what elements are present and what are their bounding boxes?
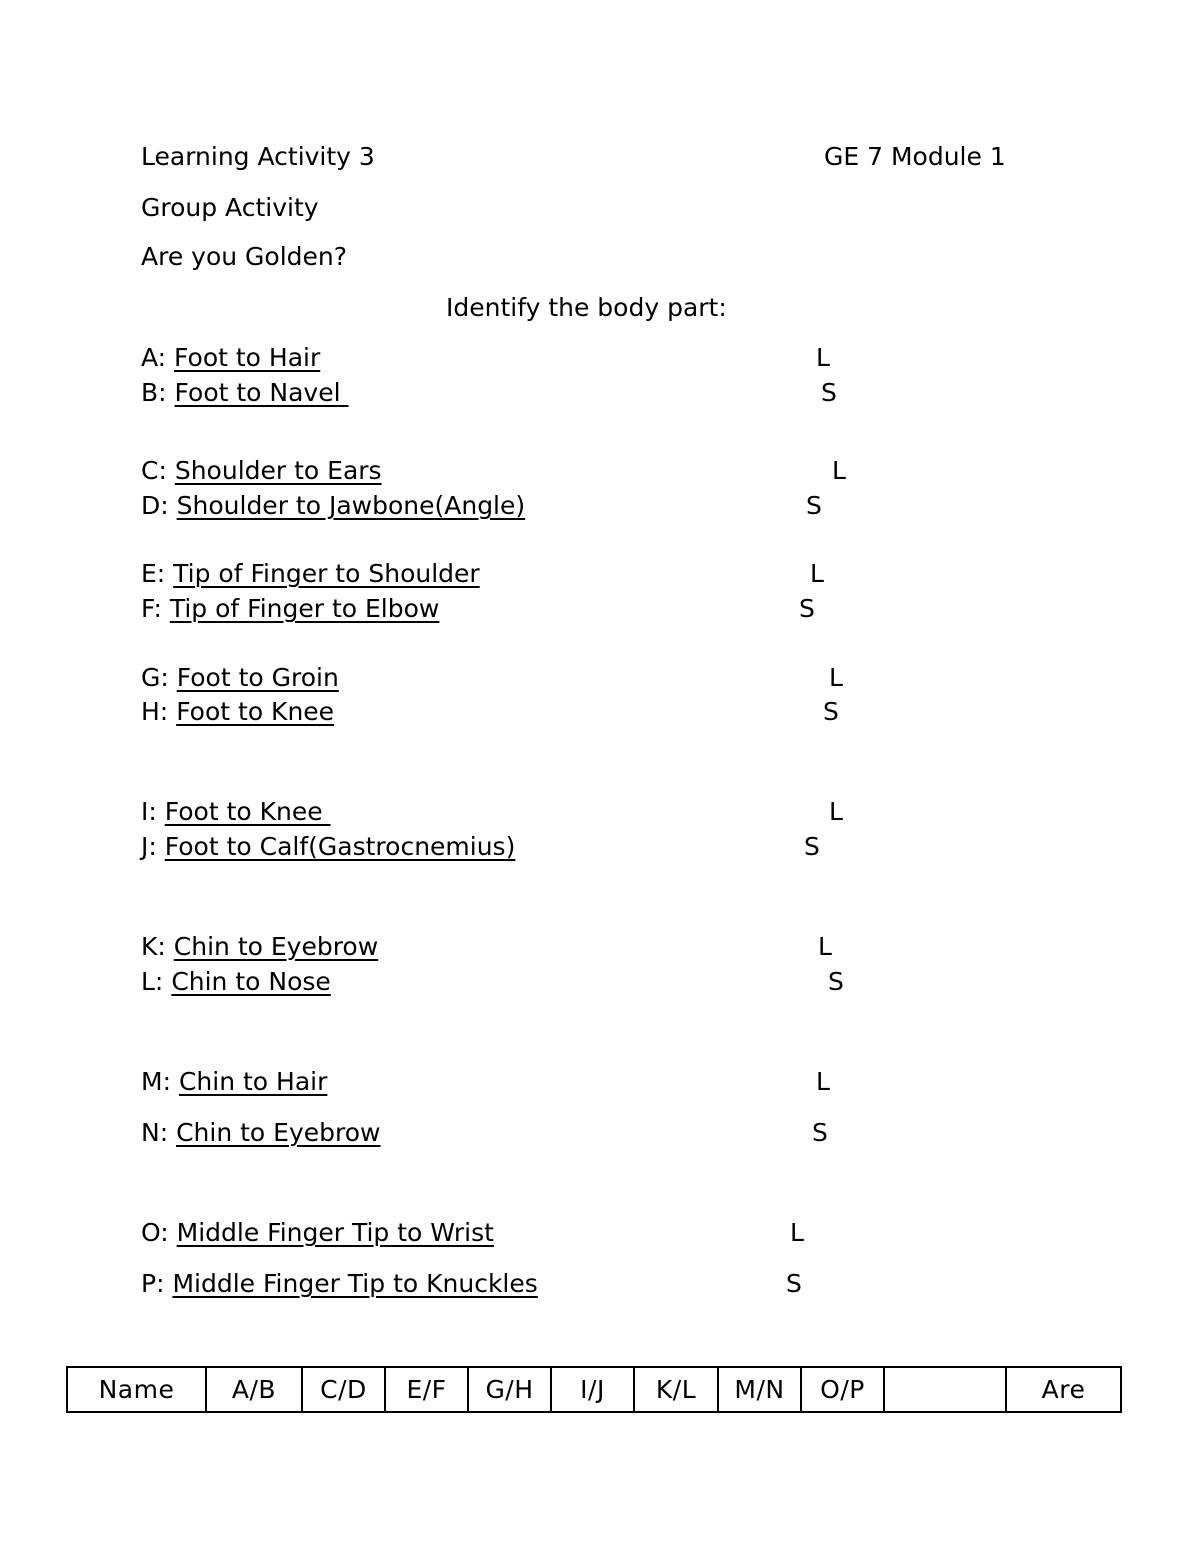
item-a bbox=[141, 343, 320, 373]
item-text: Foot to Knee bbox=[164, 797, 331, 826]
item-k bbox=[141, 932, 378, 962]
table-header-cell: E/F bbox=[385, 1367, 468, 1412]
item-mark: L bbox=[832, 456, 846, 485]
item-label: F: bbox=[141, 594, 162, 623]
item-label: B: bbox=[141, 378, 167, 407]
item-b bbox=[141, 378, 349, 408]
item-mark: L bbox=[790, 1218, 804, 1247]
item-text: Shoulder to Ears bbox=[174, 456, 382, 485]
question-title: Are you Golden? bbox=[141, 242, 348, 271]
item-text: Shoulder to Jawbone(Angle) bbox=[176, 491, 526, 520]
item-n bbox=[141, 1118, 380, 1148]
item-mark: S bbox=[823, 697, 839, 726]
item-text: Foot to Groin bbox=[176, 663, 339, 692]
module-title: GE 7 Module 1 bbox=[824, 142, 1006, 171]
item-o bbox=[141, 1218, 494, 1248]
score-table bbox=[66, 1366, 1122, 1413]
item-text: Chin to Nose bbox=[171, 967, 331, 996]
table-header-row bbox=[67, 1367, 1121, 1412]
item-label: A: bbox=[141, 343, 167, 372]
item-mark: L bbox=[818, 932, 832, 961]
item-m bbox=[141, 1067, 327, 1097]
item-mark: S bbox=[806, 491, 822, 520]
item-mark: L bbox=[829, 663, 843, 692]
table-header-cell: I/J bbox=[551, 1367, 634, 1412]
item-g bbox=[141, 663, 339, 693]
table-header-cell: A/B bbox=[206, 1367, 302, 1412]
item-mark: S bbox=[804, 832, 820, 861]
item-mark: S bbox=[828, 967, 844, 996]
item-mark: S bbox=[799, 594, 815, 623]
group-label: Group Activity bbox=[141, 193, 319, 222]
item-text: Foot to Hair bbox=[174, 343, 321, 372]
item-label: N: bbox=[141, 1118, 169, 1147]
item-label: H: bbox=[141, 697, 169, 726]
item-h bbox=[141, 697, 334, 727]
table-header-cell: O/P bbox=[801, 1367, 884, 1412]
item-mark: S bbox=[812, 1118, 828, 1147]
item-mark: S bbox=[786, 1269, 802, 1298]
item-text: Middle Finger Tip to Wrist bbox=[176, 1218, 494, 1247]
item-text: Middle Finger Tip to Knuckles bbox=[172, 1269, 538, 1298]
table-header-cell: Name bbox=[67, 1367, 206, 1412]
table-header-cell: K/L bbox=[634, 1367, 718, 1412]
item-mark: L bbox=[816, 1067, 830, 1096]
item-l bbox=[141, 967, 331, 997]
item-text: Tip of Finger to Shoulder bbox=[173, 559, 480, 588]
activity-title: Learning Activity 3 bbox=[141, 142, 375, 171]
item-f bbox=[141, 594, 439, 624]
item-mark: L bbox=[829, 797, 843, 826]
item-text: Tip of Finger to Elbow bbox=[169, 594, 440, 623]
item-label: O: bbox=[141, 1218, 169, 1247]
table-header-cell: Are bbox=[1006, 1367, 1121, 1412]
item-mark: L bbox=[816, 343, 830, 372]
item-label: P: bbox=[141, 1269, 165, 1298]
item-p bbox=[141, 1269, 538, 1299]
item-text: Chin to Eyebrow bbox=[173, 932, 379, 961]
item-d bbox=[141, 491, 525, 521]
item-label: K: bbox=[141, 932, 166, 961]
item-c bbox=[141, 456, 382, 486]
item-label: C: bbox=[141, 456, 167, 485]
item-text: Foot to Knee bbox=[176, 697, 335, 726]
item-label: G: bbox=[141, 663, 169, 692]
item-label: J: bbox=[141, 832, 157, 861]
table-header-cell bbox=[884, 1367, 1006, 1412]
table-header-cell: G/H bbox=[468, 1367, 551, 1412]
item-label: D: bbox=[141, 491, 169, 520]
item-j bbox=[141, 832, 515, 862]
instruction-text: Identify the body part: bbox=[446, 293, 727, 322]
item-label: M: bbox=[141, 1067, 171, 1096]
table-header-cell: C/D bbox=[302, 1367, 385, 1412]
item-label: I: bbox=[141, 797, 157, 826]
item-text: Chin to Eyebrow bbox=[176, 1118, 381, 1147]
item-text: Foot to Calf(Gastrocnemius) bbox=[164, 832, 516, 861]
item-label: E: bbox=[141, 559, 166, 588]
item-i bbox=[141, 797, 331, 827]
item-mark: S bbox=[821, 378, 837, 407]
table-header-cell: M/N bbox=[718, 1367, 801, 1412]
item-mark: L bbox=[810, 559, 824, 588]
item-label: L: bbox=[141, 967, 164, 996]
item-e bbox=[141, 559, 480, 589]
item-text: Foot to Navel bbox=[174, 378, 349, 407]
item-text: Chin to Hair bbox=[178, 1067, 328, 1096]
